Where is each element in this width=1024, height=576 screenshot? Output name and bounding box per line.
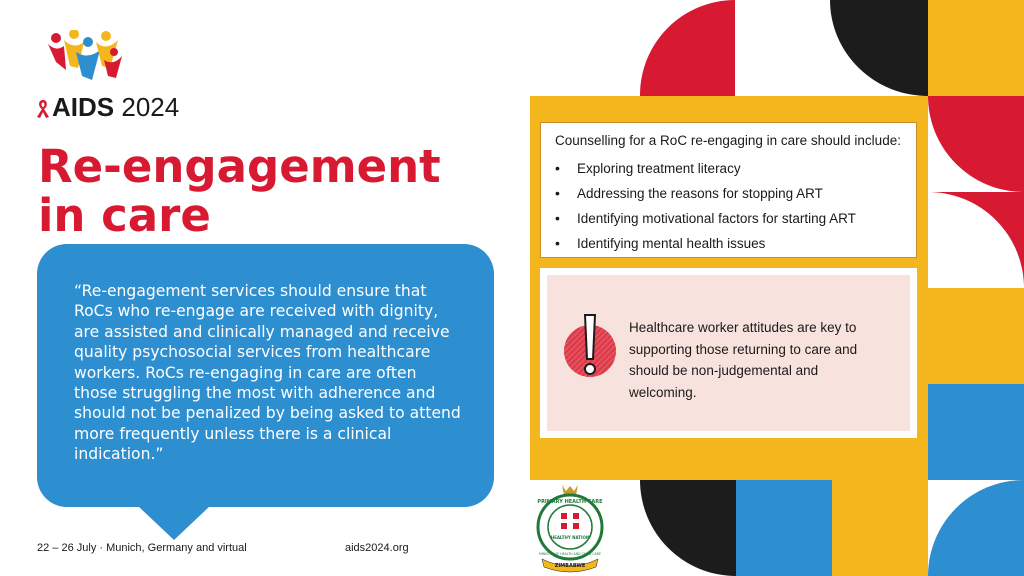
red-ribbon-icon: [36, 98, 50, 118]
exclamation-icon: [555, 311, 625, 381]
page-title: [38, 142, 441, 240]
counselling-heading: Counselling for a RoC re-engaging in care should include:: [555, 133, 901, 148]
callout-inner: [547, 275, 910, 431]
callout-box: [540, 268, 917, 438]
aids-2024-logo[interactable]: [36, 30, 186, 120]
title-line-1: Re-engagement: [38, 140, 441, 193]
counselling-box: [540, 122, 917, 258]
footer-url[interactable]: aids2024.org: [345, 542, 409, 554]
list-item: • Addressing the reasons for stopping ART: [555, 181, 902, 206]
seal-ring-text: MINISTRY OF HEALTH AND CHILD CARE: [538, 552, 602, 556]
counselling-list: [555, 156, 902, 256]
title-line-2: in care: [38, 189, 211, 242]
list-item: • Identifying mental health issues: [555, 231, 902, 256]
seal-bottom-text: ZIMBABWE: [554, 563, 586, 569]
logo-name: AIDS: [52, 92, 115, 122]
people-figures-icon: [44, 30, 124, 88]
list-item: • Identifying motivational factors for starting ART: [555, 206, 902, 231]
quote-bubble-tail: [138, 506, 210, 540]
footer-date: 22 – 26 July · Munich, Germany and virtual: [37, 542, 247, 554]
logo-wordmark: [36, 92, 179, 123]
quote-text: “Re-engagement services should ensure that RoCs who re-engage are received with dignity, are assisted and clinically managed and receive quality psychosocial services from healthcare workers. RoCs re-engaging in care are often those struggling the most with adherence and should not be penalized by being asked to attend more frequently unless there is a clinical indication.”: [74, 282, 461, 464]
list-item: • Exploring treatment literacy: [555, 156, 902, 181]
logo-year: 2024: [121, 92, 180, 122]
seal-middle-text: HEALTHY NATION: [550, 535, 590, 540]
callout-text: Healthcare worker attitudes are key to supporting those returning to care and should be non-judgemental and welcoming.: [629, 320, 858, 400]
ministry-seal: [528, 483, 612, 573]
seal-top-text: PRIMARY HEALTH CARE: [537, 499, 603, 505]
